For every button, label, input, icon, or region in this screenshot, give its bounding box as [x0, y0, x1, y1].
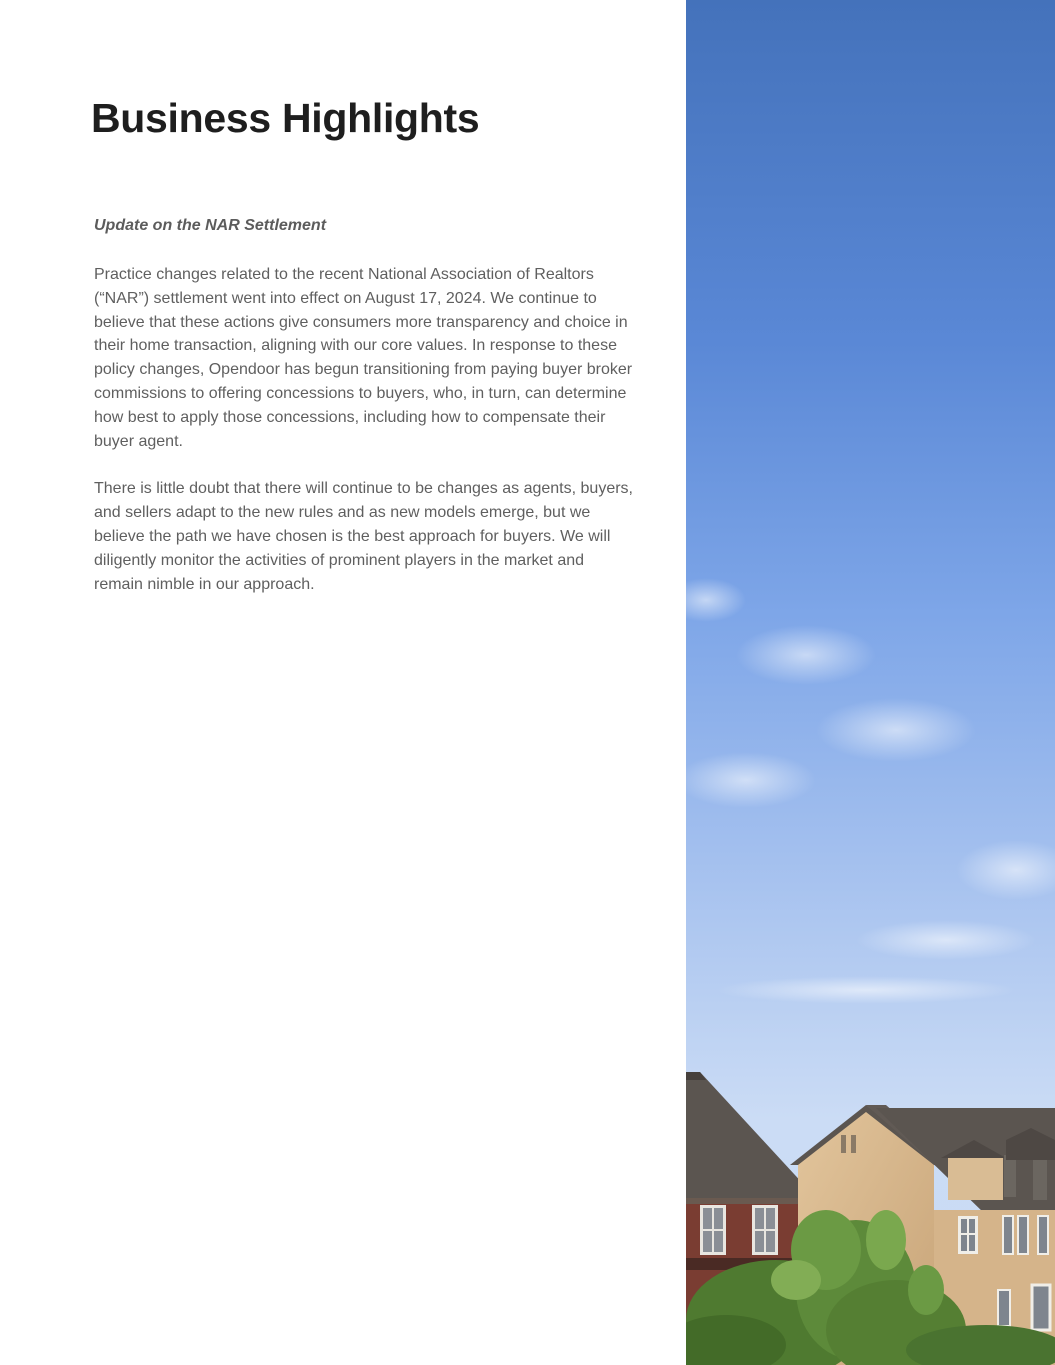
main-content [94, 214, 634, 620]
section-heading: Update on the NAR Settlement [94, 217, 327, 234]
body-paragraph: Practice changes related to the recent National Association of Realtors (“NAR”) settlement went into effect on August 17, 2024. We continue to believe that these actions give consumers more transparency and choice in their home transaction, aligning with our core values. In response to these policy changes, Opendoor has begun transitioning from paying buyer broker commissions to offering concessions to buyers, who, in turn, can determine how best to apply those concessions, including how to compensate their buyer agent. [94, 266, 633, 450]
photo-panel [686, 0, 1055, 1365]
body-paragraph: There is little doubt that there will continue to be changes as agents, buyers, and sellers adapt to the new rules and as new models emerge, but we believe the path we have chosen is the best approach for buyers. We will diligently monitor the activities of prominent players in the market and remain nimble in our approach. [94, 480, 633, 593]
houses-photo [686, 0, 1055, 1365]
page-title: Business Highlights [91, 95, 480, 141]
